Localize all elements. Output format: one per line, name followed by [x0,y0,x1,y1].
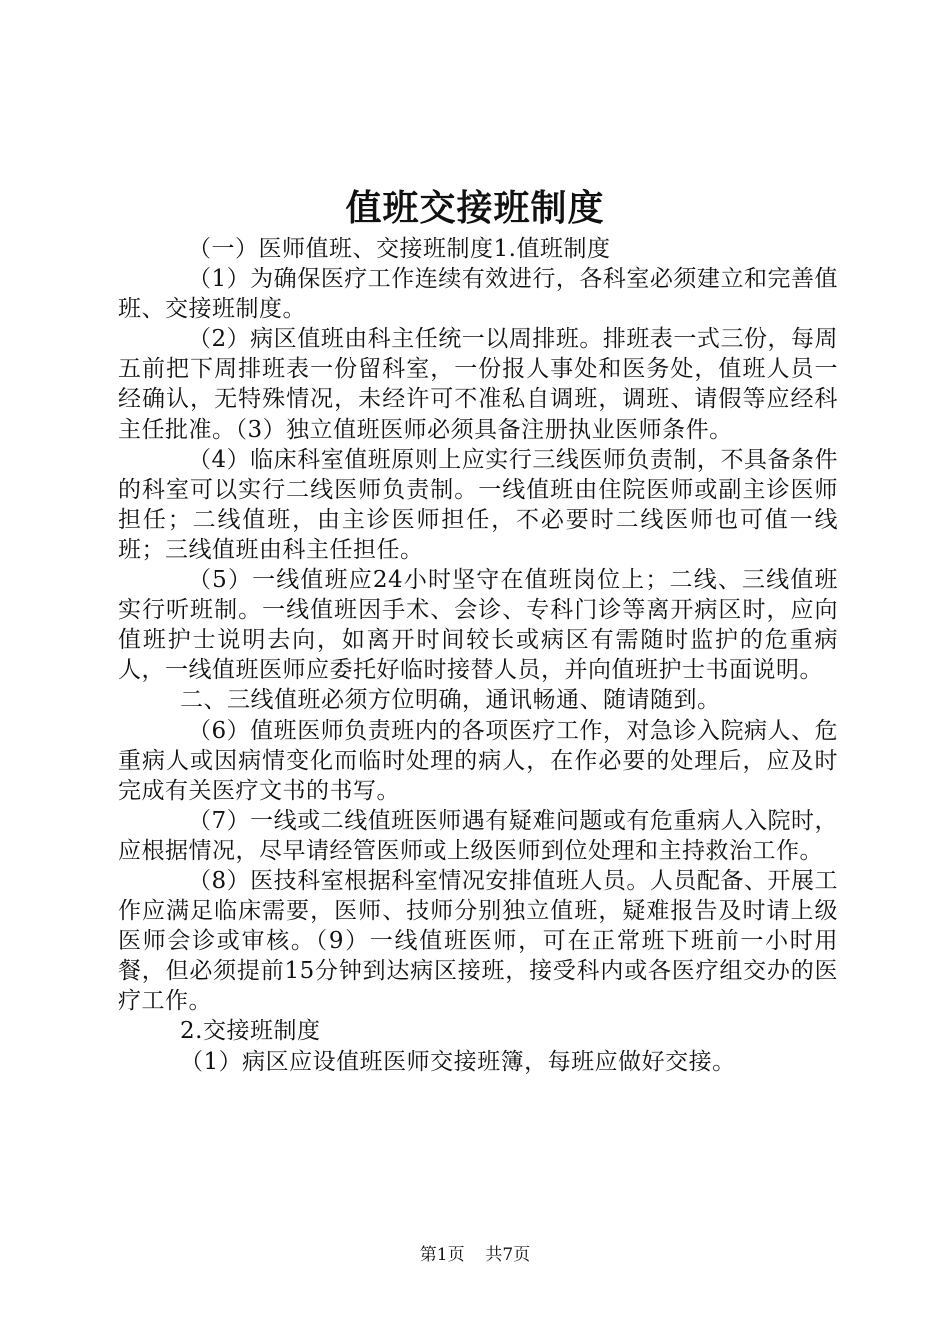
page-number: 第1页 [419,1245,465,1265]
paragraph-item-8-9: （8）医技科室根据科室情况安排值班人员。人员配备、开展工作应满足临床需要，医师、技师分别独立值班，疑难报告及时请上级医师会诊或审核。（9）一线值班医师，可在正常班下班前一小时用餐，但必须提前15分钟到达病区接班，接受科内或各医疗组交办的医疗工作。 [118,867,838,1015]
paragraph-item-7: （7）一线或二线值班医师遇有疑难问题或有危重病人入院时，应根据情况，尽早请经管医师或上级医师到位处理和主持救治工作。 [118,807,838,864]
paragraph-item-1: （1）为确保医疗工作连续有效进行，各科室必须建立和完善值班、交接班制度。 [118,266,838,323]
page-footer [0,1243,950,1267]
paragraph-subheading-handover: 2.交接班制度 [180,1018,321,1045]
paragraph-handover-item-1: （1）病区应设值班医师交接班簿，每班应做好交接。 [180,1048,736,1075]
paragraph-item-5: （5）一线值班应24小时坚守在值班岗位上；二线、三线值班实行听班制。一线值班因手术、会诊、专科门诊等离开病区时，应向值班护士说明去向，如离开时间较长或病区有需随时监护的危重病人，一线值班医师应委托好临时接替人员，并向值班护士书面说明。 [118,567,838,684]
paragraph-line-note: 二、三线值班必须方位明确，通讯畅通、随请随到。 [180,687,721,714]
paragraph-item-2-3: （2）病区值班由科主任统一以周排班。排班表一式三份，每周五前把下周排班表一份留科室，一份报人事处和医务处，值班人员一经确认，无特殊情况，未经许可不准私自调班，调班、请假等应经科主任批准。（3）独立值班医师必须具备注册执业医师条件。 [118,326,838,443]
paragraph-item-6: （6）值班医师负责班内的各项医疗工作，对急诊入院病人、危重病人或因病情变化而临时处理的病人，在作必要的处理后，应及时完成有关医疗文书的书写。 [118,717,838,804]
page-total: 共7页 [485,1245,531,1265]
paragraph-section-heading: （一）医师值班、交接班制度1.值班制度 [188,236,611,262]
document-body [118,234,838,1077]
paragraph-item-4: （4）临床科室值班原则上应实行三线医师负责制，不具备条件的科室可以实行二线医师负责制。一线值班由住院医师或副主诊医师担任；二线值班，由主诊医师担任，不必要时二线医师也可值一线班；三线值班由科主任担任。 [118,446,838,563]
document-title: 值班交接班制度 [345,187,605,229]
